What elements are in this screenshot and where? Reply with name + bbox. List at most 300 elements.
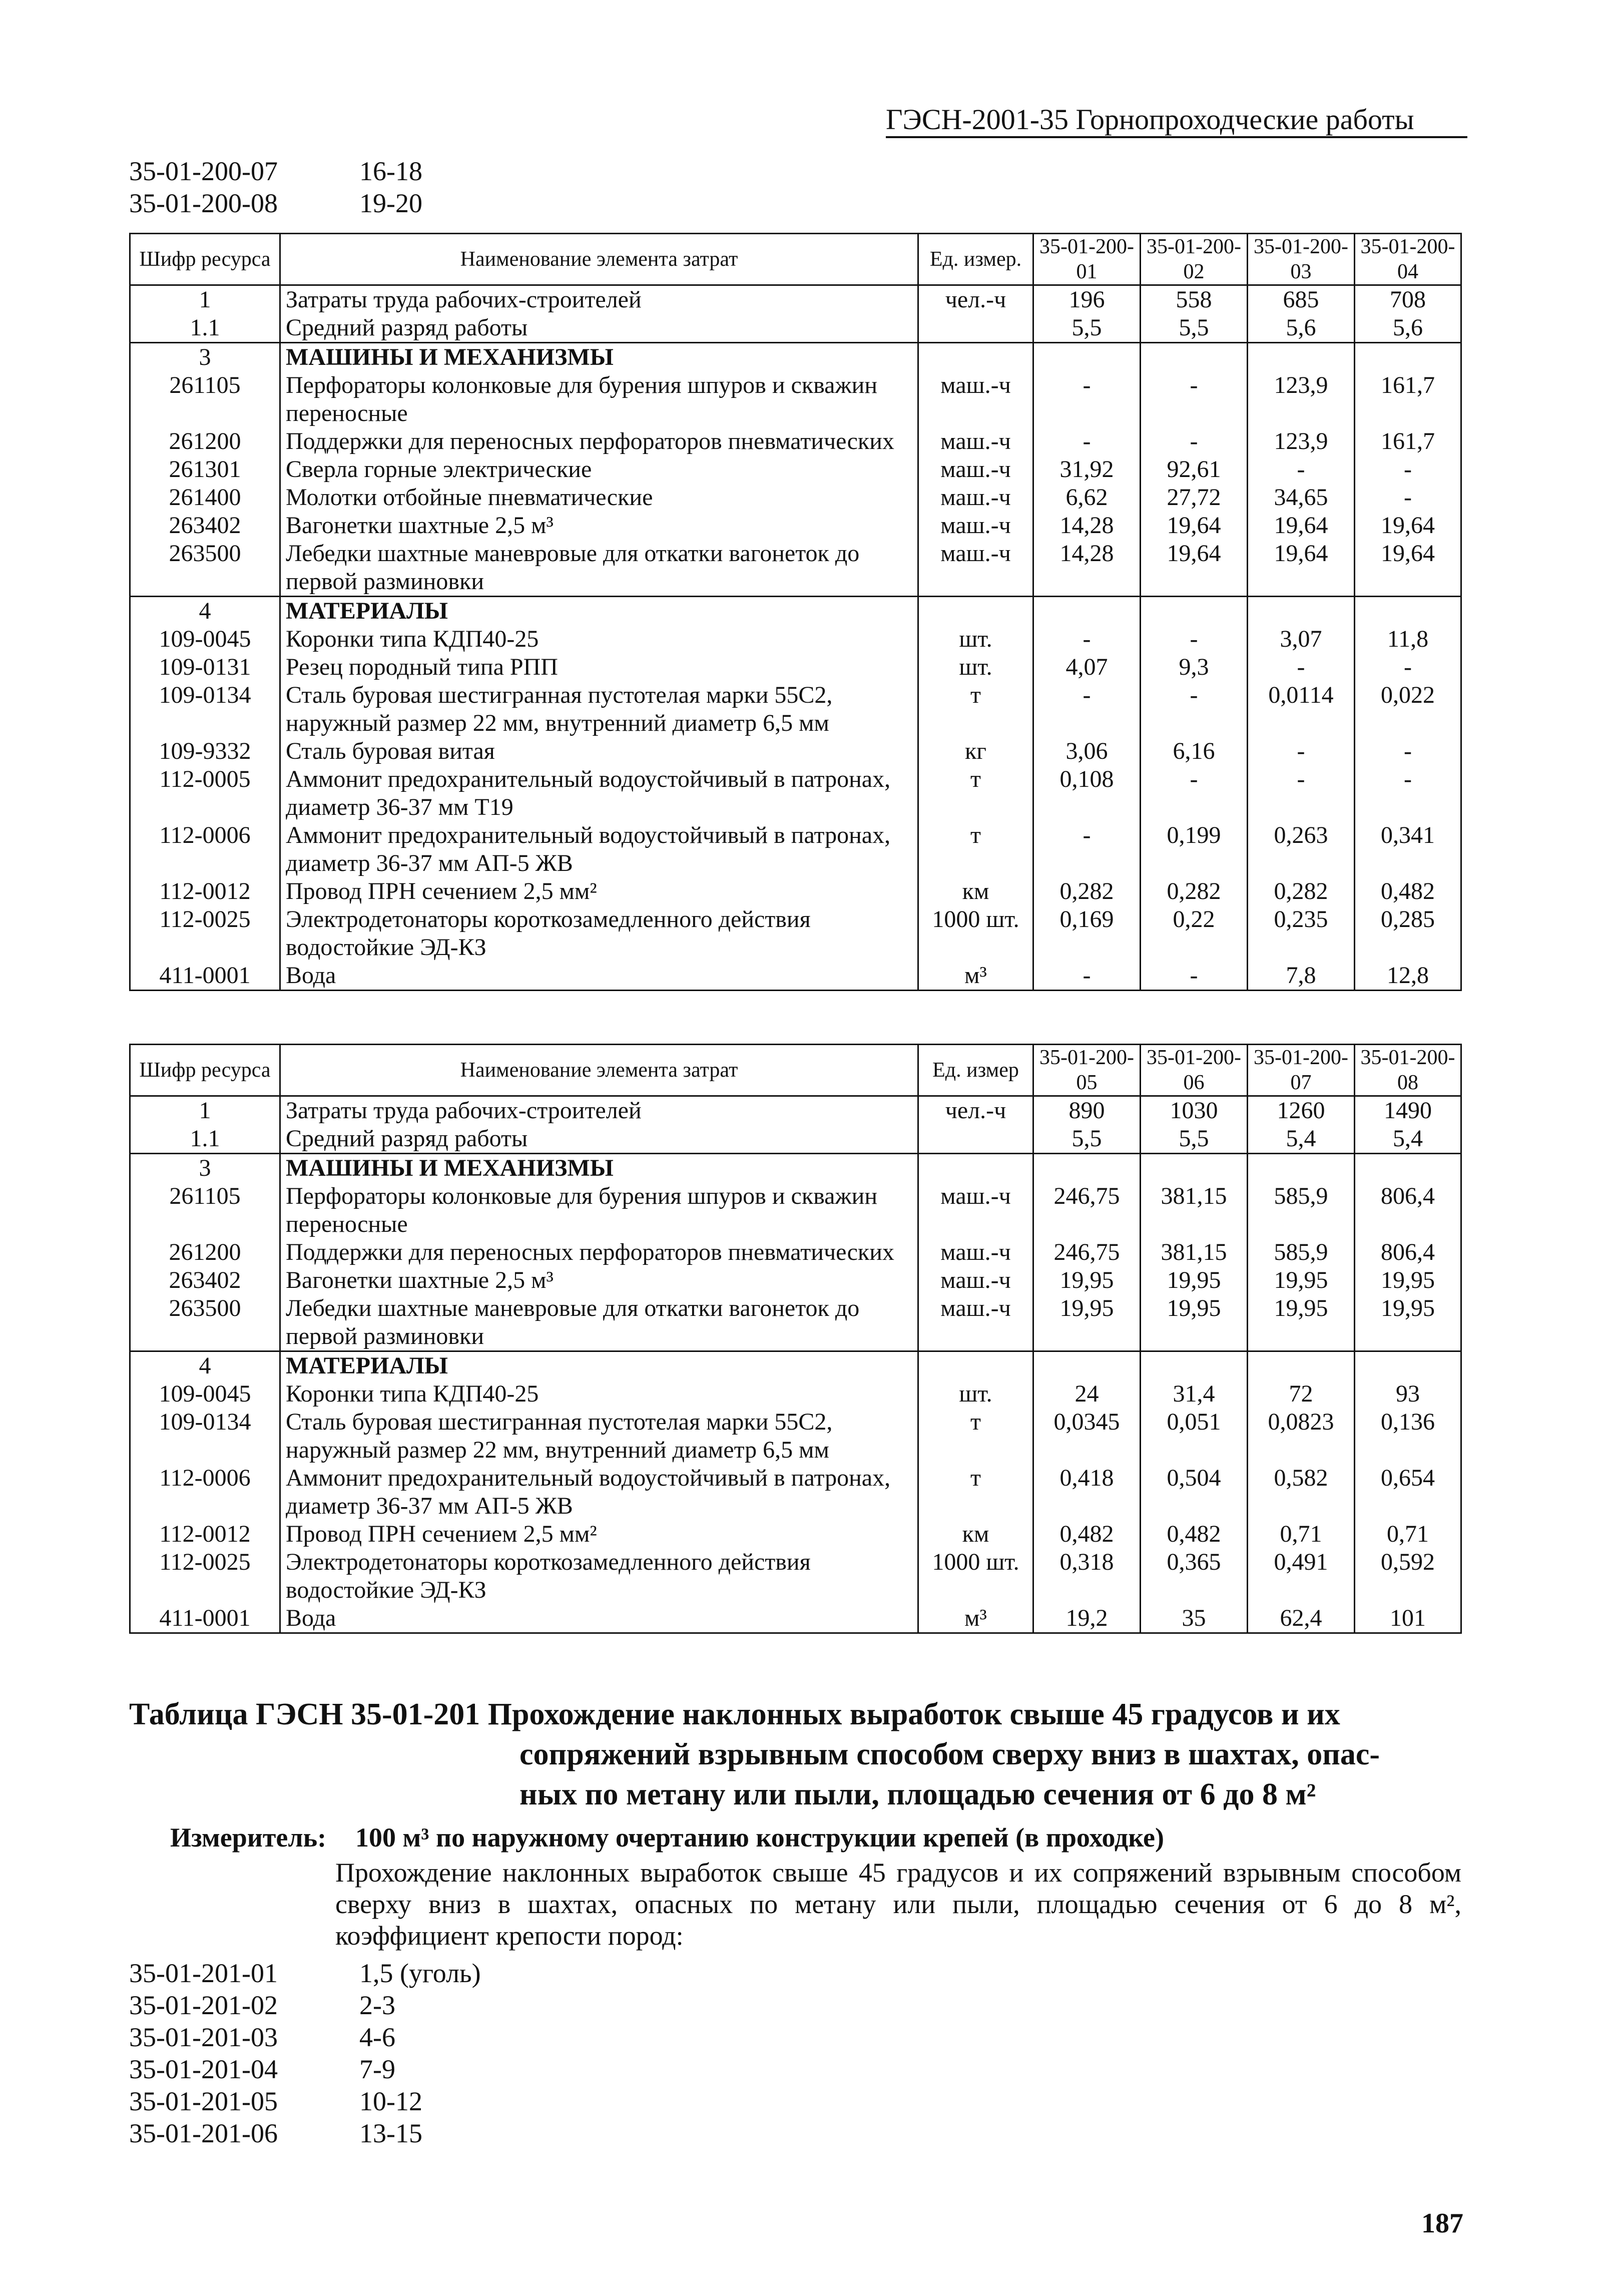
resource-code: 112-0025 <box>130 1548 280 1604</box>
code: 35-01-201-05 <box>129 2086 278 2116</box>
column-header: 35-01-200-03 <box>1248 234 1355 285</box>
unit-of-measure: маш.-ч <box>918 455 1033 484</box>
resource-code: 112-0006 <box>130 821 280 877</box>
description: Прохождение наклонных выработок свыше 45 градусов и их сопряжений взрывным способом сверху вниз в шахтах, опасных по метану или пыли, площадью сечения от 6 до 8 м², коэффициент крепости пород: <box>335 1858 1461 1951</box>
table-row <box>130 821 1461 877</box>
norm-value: 0,482 <box>1141 1520 1248 1548</box>
norm-value: - <box>1141 681 1248 737</box>
norm-value: 5,5 <box>1033 1125 1141 1154</box>
table-row <box>130 653 1461 681</box>
resource-code: 261200 <box>130 1238 280 1266</box>
resource-code: 3 <box>130 1154 280 1183</box>
resource-code: 109-0045 <box>130 1380 280 1408</box>
bottom-code-list <box>129 1957 481 2149</box>
table-row <box>130 1604 1461 1633</box>
norm-value: 381,15 <box>1141 1182 1248 1238</box>
table-row <box>130 512 1461 540</box>
norm-value: 93 <box>1355 1380 1461 1408</box>
unit-of-measure <box>918 1125 1033 1154</box>
norm-value: 123,9 <box>1248 371 1355 427</box>
measure-value: 100 м³ по наружному очертанию конструкции крепей (в проходке) <box>355 1822 1164 1853</box>
cost-element-name: Перфораторы колонковые для бурения шпуров и скважин переносные <box>280 1182 918 1238</box>
title-line-2: сопряжений взрывным способом сверху вниз в шахтах, опас- <box>519 1737 1380 1771</box>
norm-value: 890 <box>1033 1096 1141 1125</box>
norm-value: 7,8 <box>1248 962 1355 991</box>
resource-code: 4 <box>130 1351 280 1381</box>
norm-value: 246,75 <box>1033 1182 1141 1238</box>
code-row <box>129 155 422 187</box>
cost-element-name: Сталь буровая витая <box>280 737 918 765</box>
norm-value: 161,7 <box>1355 427 1461 455</box>
cost-element-name: МАШИНЫ И МЕХАНИЗМЫ <box>280 1154 918 1183</box>
code: 35-01-201-04 <box>129 2054 278 2084</box>
norm-value: 5,4 <box>1355 1125 1461 1154</box>
norm-value: 6,16 <box>1141 737 1248 765</box>
norm-value: 0,22 <box>1141 905 1248 962</box>
code: 35-01-201-03 <box>129 2022 278 2052</box>
norm-value: 0,0823 <box>1248 1408 1355 1464</box>
norm-value: - <box>1355 765 1461 821</box>
resource-code: 112-0012 <box>130 877 280 905</box>
norm-value: - <box>1033 681 1141 737</box>
norm-value <box>1248 343 1355 372</box>
code-value: 19-20 <box>359 188 422 218</box>
code-row <box>129 1957 481 1989</box>
norm-value: - <box>1355 455 1461 484</box>
norm-value: 0,504 <box>1141 1464 1248 1520</box>
cost-element-name: Провод ПРН сечением 2,5 мм² <box>280 1520 918 1548</box>
norm-value: 0,282 <box>1248 877 1355 905</box>
cost-element-name: МАТЕРИАЛЫ <box>280 597 918 626</box>
norm-value: 19,95 <box>1033 1294 1141 1351</box>
norm-value: 0,108 <box>1033 765 1141 821</box>
norm-value: 72 <box>1248 1380 1355 1408</box>
norm-value: 92,61 <box>1141 455 1248 484</box>
resource-code: 109-0134 <box>130 1408 280 1464</box>
unit-of-measure: шт. <box>918 1380 1033 1408</box>
norm-value <box>1355 597 1461 626</box>
norm-value: 27,72 <box>1141 484 1248 512</box>
resource-code: 411-0001 <box>130 1604 280 1633</box>
norm-value: 0,365 <box>1141 1548 1248 1604</box>
norm-value: - <box>1248 653 1355 681</box>
norm-value: 708 <box>1355 285 1461 314</box>
norm-value: 31,4 <box>1141 1380 1248 1408</box>
norm-value: - <box>1141 765 1248 821</box>
header-rule <box>886 136 1467 138</box>
norm-value <box>1033 1154 1141 1183</box>
resource-code: 263500 <box>130 1294 280 1351</box>
unit-of-measure: т <box>918 1408 1033 1464</box>
cost-element-name: Аммонит предохранительный водоустойчивый в патронах, диаметр 36-37 мм АП-5 ЖВ <box>280 1464 918 1520</box>
norm-value: 806,4 <box>1355 1238 1461 1266</box>
norm-value: 4,07 <box>1033 653 1141 681</box>
table-row <box>130 343 1461 372</box>
unit-of-measure: т <box>918 821 1033 877</box>
cost-element-name: Затраты труда рабочих-строителей <box>280 285 918 314</box>
code-row <box>129 187 422 219</box>
column-header: 35-01-200-01 <box>1033 234 1141 285</box>
cost-element-name: Резец породный типа РПП <box>280 653 918 681</box>
norm-value: 0,592 <box>1355 1548 1461 1604</box>
resource-code: 112-0005 <box>130 765 280 821</box>
table-row <box>130 285 1461 314</box>
cost-element-name: Вода <box>280 962 918 991</box>
norm-value: - <box>1141 962 1248 991</box>
norm-value <box>1355 1351 1461 1381</box>
norm-value: 1260 <box>1248 1096 1355 1125</box>
norm-value: 5,5 <box>1033 314 1141 343</box>
norm-value <box>1033 1351 1141 1381</box>
table-row <box>130 737 1461 765</box>
resource-code: 112-0012 <box>130 1520 280 1548</box>
norm-value: 9,3 <box>1141 653 1248 681</box>
cost-element-name: Вагонетки шахтные 2,5 м³ <box>280 1266 918 1294</box>
norm-value: 19,95 <box>1141 1294 1248 1351</box>
norm-value: 806,4 <box>1355 1182 1461 1238</box>
norm-value: 0,482 <box>1355 877 1461 905</box>
resource-code: 263402 <box>130 1266 280 1294</box>
norm-value: 381,15 <box>1141 1238 1248 1266</box>
norm-value <box>1355 343 1461 372</box>
norm-value: 0,418 <box>1033 1464 1141 1520</box>
norm-value: 161,7 <box>1355 371 1461 427</box>
table-row <box>130 681 1461 737</box>
norm-value: - <box>1033 962 1141 991</box>
resource-code: 411-0001 <box>130 962 280 991</box>
code: 35-01-201-02 <box>129 1990 278 2020</box>
norm-value: 11,8 <box>1355 625 1461 653</box>
norm-value: 585,9 <box>1248 1238 1355 1266</box>
resource-code: 1.1 <box>130 314 280 343</box>
norm-value: 19,95 <box>1033 1266 1141 1294</box>
cost-element-name: МАШИНЫ И МЕХАНИЗМЫ <box>280 343 918 372</box>
resource-code: 109-0134 <box>130 681 280 737</box>
norm-value: 246,75 <box>1033 1238 1141 1266</box>
column-header: 35-01-200-06 <box>1141 1045 1248 1096</box>
resource-code: 112-0006 <box>130 1464 280 1520</box>
norm-value: 0,491 <box>1248 1548 1355 1604</box>
norm-value: 5,4 <box>1248 1125 1355 1154</box>
cost-element-name: Аммонит предохранительный водоустойчивый в патронах, диаметр 36-37 мм АП-5 ЖВ <box>280 821 918 877</box>
table-row <box>130 1154 1461 1183</box>
cost-element-name: Сталь буровая шестигранная пустотелая марки 55С2, наружный размер 22 мм, внутренний диаметр 6,5 мм <box>280 681 918 737</box>
resource-table-2 <box>129 1044 1462 1634</box>
norm-value: 19,95 <box>1355 1266 1461 1294</box>
norm-value: 0,0114 <box>1248 681 1355 737</box>
norm-value <box>1248 1154 1355 1183</box>
norm-value: 19,95 <box>1248 1294 1355 1351</box>
norm-value <box>1141 1351 1248 1381</box>
unit-of-measure: 1000 шт. <box>918 1548 1033 1604</box>
norm-value: 35 <box>1141 1604 1248 1633</box>
unit-of-measure <box>918 343 1033 372</box>
code-value: 4-6 <box>359 2022 395 2052</box>
unit-of-measure: т <box>918 681 1033 737</box>
table-row <box>130 597 1461 626</box>
table-row <box>130 1238 1461 1266</box>
table-row <box>130 1266 1461 1294</box>
norm-value: 0,235 <box>1248 905 1355 962</box>
code: 35-01-200-07 <box>129 156 278 186</box>
table-header-row <box>130 1045 1461 1096</box>
table-row <box>130 484 1461 512</box>
norm-value: 19,95 <box>1248 1266 1355 1294</box>
column-header: 35-01-200-04 <box>1355 234 1461 285</box>
norm-value: 19,95 <box>1355 1294 1461 1351</box>
top-code-list <box>129 155 422 219</box>
norm-value: 123,9 <box>1248 427 1355 455</box>
measure-label: Измеритель: <box>170 1822 327 1853</box>
code-value: 16-18 <box>359 156 422 186</box>
code-value: 13-15 <box>359 2118 422 2148</box>
norm-value: 0,051 <box>1141 1408 1248 1464</box>
cost-element-name: Средний разряд работы <box>280 314 918 343</box>
norm-value: 24 <box>1033 1380 1141 1408</box>
table-row <box>130 1520 1461 1548</box>
norm-value: 0,022 <box>1355 681 1461 737</box>
norm-value: 0,282 <box>1141 877 1248 905</box>
unit-of-measure: 1000 шт. <box>918 905 1033 962</box>
code-row <box>129 2053 481 2085</box>
table-row <box>130 1351 1461 1381</box>
norm-value <box>1033 343 1141 372</box>
norm-value: - <box>1355 484 1461 512</box>
table-row <box>130 1096 1461 1125</box>
column-header: Наименование элемента затрат <box>280 1045 918 1096</box>
norm-value: 19,95 <box>1141 1266 1248 1294</box>
norm-value: 19,64 <box>1248 540 1355 597</box>
table-header-row <box>130 234 1461 285</box>
norm-value: 0,582 <box>1248 1464 1355 1520</box>
resource-code: 109-0045 <box>130 625 280 653</box>
resource-code: 261105 <box>130 371 280 427</box>
resource-code: 109-0131 <box>130 653 280 681</box>
norm-value: 12,8 <box>1355 962 1461 991</box>
norm-value: 0,285 <box>1355 905 1461 962</box>
norm-value: 5,5 <box>1141 314 1248 343</box>
cost-element-name: Лебедки шахтные маневровые для откатки вагонеток до первой разминовки <box>280 1294 918 1351</box>
title-line-1: Таблица ГЭСН 35-01-201 Прохождение наклонных выработок свыше 45 градусов и их <box>129 1697 1340 1731</box>
unit-of-measure: чел.-ч <box>918 285 1033 314</box>
unit-of-measure: км <box>918 1520 1033 1548</box>
cost-element-name: Молотки отбойные пневматические <box>280 484 918 512</box>
column-header: Наименование элемента затрат <box>280 234 918 285</box>
norm-value: 5,5 <box>1141 1125 1248 1154</box>
resource-code: 4 <box>130 597 280 626</box>
measure-line <box>170 1822 1164 1853</box>
code-value: 2-3 <box>359 1990 395 2020</box>
norm-value: 585,9 <box>1248 1182 1355 1238</box>
norm-value: - <box>1033 371 1141 427</box>
unit-of-measure: шт. <box>918 653 1033 681</box>
norm-value: 685 <box>1248 285 1355 314</box>
resource-code: 109-9332 <box>130 737 280 765</box>
resource-code: 1.1 <box>130 1125 280 1154</box>
cost-element-name: Сталь буровая шестигранная пустотелая марки 55С2, наружный размер 22 мм, внутренний диаметр 6,5 мм <box>280 1408 918 1464</box>
norm-value: - <box>1248 737 1355 765</box>
norm-value <box>1141 597 1248 626</box>
unit-of-measure: маш.-ч <box>918 484 1033 512</box>
resource-code: 261301 <box>130 455 280 484</box>
norm-value: 19,64 <box>1355 540 1461 597</box>
norm-value: 0,482 <box>1033 1520 1141 1548</box>
norm-value: 19,64 <box>1355 512 1461 540</box>
norm-value: 101 <box>1355 1604 1461 1633</box>
code-row <box>129 1989 481 2021</box>
resource-code: 261105 <box>130 1182 280 1238</box>
cost-element-name: Аммонит предохранительный водоустойчивый в патронах, диаметр 36-37 мм Т19 <box>280 765 918 821</box>
cost-element-name: Сверла горные электрические <box>280 455 918 484</box>
table-row <box>130 455 1461 484</box>
table-row <box>130 962 1461 991</box>
table-row <box>130 1125 1461 1154</box>
cost-element-name: Лебедки шахтные маневровые для откатки вагонеток до первой разминовки <box>280 540 918 597</box>
norm-value: - <box>1141 371 1248 427</box>
cost-element-name: Электродетонаторы короткозамедленного действия водостойкие ЭД-КЗ <box>280 905 918 962</box>
unit-of-measure: маш.-ч <box>918 1182 1033 1238</box>
cost-element-name: Затраты труда рабочих-строителей <box>280 1096 918 1125</box>
unit-of-measure: маш.-ч <box>918 1266 1033 1294</box>
norm-value: 34,65 <box>1248 484 1355 512</box>
norm-value: 558 <box>1141 285 1248 314</box>
unit-of-measure: маш.-ч <box>918 512 1033 540</box>
resource-code: 1 <box>130 1096 280 1125</box>
norm-value: 5,6 <box>1355 314 1461 343</box>
norm-value: 19,64 <box>1248 512 1355 540</box>
norm-value: 0,199 <box>1141 821 1248 877</box>
resource-table-1 <box>129 233 1462 991</box>
unit-of-measure: маш.-ч <box>918 371 1033 427</box>
unit-of-measure: т <box>918 765 1033 821</box>
table-row <box>130 1408 1461 1464</box>
unit-of-measure <box>918 597 1033 626</box>
norm-value: 3,07 <box>1248 625 1355 653</box>
table-row <box>130 1294 1461 1351</box>
cost-element-name: Коронки типа КДП40-25 <box>280 625 918 653</box>
norm-value: 31,92 <box>1033 455 1141 484</box>
norm-value <box>1248 1351 1355 1381</box>
resource-code: 1 <box>130 285 280 314</box>
norm-value: - <box>1248 455 1355 484</box>
code-value: 1,5 (уголь) <box>359 1958 481 1988</box>
norm-value: - <box>1033 625 1141 653</box>
code-row <box>129 2021 481 2053</box>
norm-value: 1490 <box>1355 1096 1461 1125</box>
table-row <box>130 371 1461 427</box>
norm-value: 19,2 <box>1033 1604 1141 1633</box>
table-row <box>130 625 1461 653</box>
norm-value <box>1141 343 1248 372</box>
norm-value: - <box>1141 427 1248 455</box>
norm-value: 0,318 <box>1033 1548 1141 1604</box>
norm-value: 62,4 <box>1248 1604 1355 1633</box>
cost-element-name: Вода <box>280 1604 918 1633</box>
norm-value: 0,654 <box>1355 1464 1461 1520</box>
unit-of-measure: чел.-ч <box>918 1096 1033 1125</box>
table-row <box>130 1182 1461 1238</box>
code-row <box>129 2117 481 2149</box>
table-row <box>130 877 1461 905</box>
unit-of-measure: маш.-ч <box>918 427 1033 455</box>
norm-value <box>1141 1154 1248 1183</box>
norm-value: - <box>1033 427 1141 455</box>
unit-of-measure: маш.-ч <box>918 1238 1033 1266</box>
code-row <box>129 2085 481 2117</box>
table-row <box>130 427 1461 455</box>
norm-value: 19,64 <box>1141 512 1248 540</box>
norm-value: 5,6 <box>1248 314 1355 343</box>
norm-value: - <box>1033 821 1141 877</box>
unit-of-measure: маш.-ч <box>918 540 1033 597</box>
resource-code: 263402 <box>130 512 280 540</box>
unit-of-measure: км <box>918 877 1033 905</box>
resource-code: 112-0025 <box>130 905 280 962</box>
unit-of-measure: маш.-ч <box>918 1294 1033 1351</box>
table-row <box>130 905 1461 962</box>
unit-of-measure: кг <box>918 737 1033 765</box>
norm-value: - <box>1141 625 1248 653</box>
column-header: Ед. измер <box>918 1045 1033 1096</box>
column-header: 35-01-200-05 <box>1033 1045 1141 1096</box>
unit-of-measure <box>918 314 1033 343</box>
norm-value: 0,263 <box>1248 821 1355 877</box>
cost-element-name: Поддержки для переносных перфораторов пневматических <box>280 1238 918 1266</box>
norm-value: 0,169 <box>1033 905 1141 962</box>
resource-code: 3 <box>130 343 280 372</box>
resource-code: 263500 <box>130 540 280 597</box>
norm-value: 1030 <box>1141 1096 1248 1125</box>
table-row <box>130 765 1461 821</box>
unit-of-measure: т <box>918 1464 1033 1520</box>
norm-value: 0,0345 <box>1033 1408 1141 1464</box>
cost-element-name: Провод ПРН сечением 2,5 мм² <box>280 877 918 905</box>
table-title <box>129 1694 1460 1814</box>
running-header: ГЭСН-2001-35 Горнопроходческие работы <box>886 103 1414 136</box>
unit-of-measure <box>918 1351 1033 1381</box>
norm-value: 19,64 <box>1141 540 1248 597</box>
resource-code: 261200 <box>130 427 280 455</box>
norm-value: - <box>1355 653 1461 681</box>
page-number: 187 <box>1421 2208 1463 2239</box>
table-row <box>130 1548 1461 1604</box>
column-header: Ед. измер. <box>918 234 1033 285</box>
norm-value <box>1248 597 1355 626</box>
table-row <box>130 1380 1461 1408</box>
table-row <box>130 314 1461 343</box>
cost-element-name: Вагонетки шахтные 2,5 м³ <box>280 512 918 540</box>
table-row <box>130 540 1461 597</box>
norm-value: 0,71 <box>1355 1520 1461 1548</box>
cost-element-name: Средний разряд работы <box>280 1125 918 1154</box>
norm-value <box>1033 597 1141 626</box>
column-header: 35-01-200-02 <box>1141 234 1248 285</box>
norm-value: - <box>1355 737 1461 765</box>
norm-value: 14,28 <box>1033 540 1141 597</box>
cost-element-name: Поддержки для переносных перфораторов пневматических <box>280 427 918 455</box>
norm-value: 6,62 <box>1033 484 1141 512</box>
code-value: 7-9 <box>359 2054 395 2084</box>
cost-element-name: Коронки типа КДП40-25 <box>280 1380 918 1408</box>
norm-value: 0,136 <box>1355 1408 1461 1464</box>
norm-value: - <box>1248 765 1355 821</box>
code: 35-01-201-06 <box>129 2118 278 2148</box>
resource-code: 261400 <box>130 484 280 512</box>
unit-of-measure: м³ <box>918 962 1033 991</box>
norm-value: 196 <box>1033 285 1141 314</box>
unit-of-measure <box>918 1154 1033 1183</box>
column-header: 35-01-200-07 <box>1248 1045 1355 1096</box>
